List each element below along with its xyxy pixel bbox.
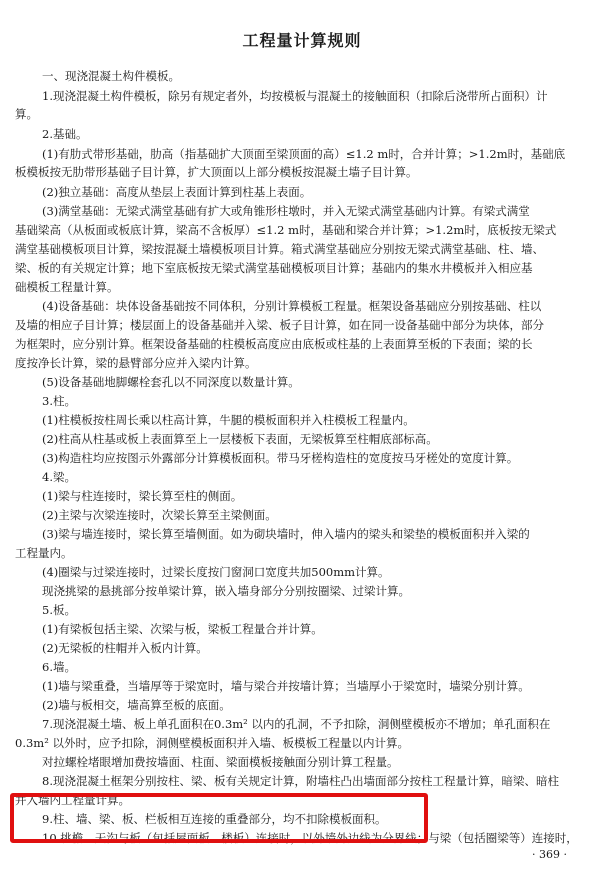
text-line: (1)有肋式带形基础，肋高（指基础扩大顶面至梁顶面的高）≤1.2 m时，合并计算；>1.2m时，基础底 [42, 147, 566, 161]
text-line: 4.梁。 [42, 470, 76, 484]
text-line: (2)无梁板的柱帽并入板内计算。 [42, 641, 208, 655]
text-line: (1)柱模板按柱周长乘以柱高计算，牛腿的模板面积并入柱模板工程量内。 [42, 413, 415, 427]
text-line: 3.柱。 [42, 394, 76, 408]
text-line: 梁、板的有关规定计算；地下室底板按无梁式满堂基础模板项目计算；基础内的集水井模板并入相应基 [15, 261, 533, 275]
text-line: (4)圈梁与过梁连接时，过梁长度按门窗洞口宽度共加500mm计算。 [42, 565, 390, 579]
text-line: 8.现浇混凝土框架分别按柱、梁、板有关规定计算，附墙柱凸出墙面部分按柱工程量计算，暗梁、暗柱 [42, 774, 559, 788]
text-line: (1)墙与梁重叠，当墙厚等于梁宽时，墙与梁合并按墙计算；当墙厚小于梁宽时，墙梁分别计算。 [42, 679, 530, 693]
text-line: 7.现浇混凝土墙、板上单孔面积在0.3m² 以内的孔洞，不予扣除，洞侧壁模板亦不增加；单孔面积在 [42, 717, 551, 731]
text-line: (3)构造柱均应按图示外露部分计算模板面积。带马牙槎构造柱的宽度按马牙槎处的宽度计算。 [42, 451, 519, 465]
text-line: 9.柱、墙、梁、板、栏板相互连接的重叠部分，均不扣除模板面积。 [42, 812, 387, 826]
page-number: · 369 · [532, 848, 567, 861]
text-line: (3)满堂基础：无梁式满堂基础有扩大或角锥形柱墩时，并入无梁式满堂基础内计算。有梁式满堂 [42, 204, 530, 218]
text-line: 算。 [15, 107, 38, 121]
text-line: (2)独立基础：高度从垫层上表面计算到柱基上表面。 [42, 185, 312, 199]
text-line: 板模板按无肋带形基础子目计算，扩大顶面以上部分模板按混凝土墙子目计算。 [15, 165, 418, 179]
text-line: 现浇挑梁的悬挑部分按单梁计算，嵌入墙身部分分别按圈梁、过梁计算。 [42, 584, 410, 598]
text-line: 对拉螺栓堵眼增加费按墙面、柱面、梁面模板接触面分别计算工程量。 [42, 755, 399, 769]
text-line: 础模板工程量计算。 [15, 280, 119, 294]
text-line: (2)主梁与次梁连接时，次梁长算至主梁侧面。 [42, 508, 277, 522]
text-line: 满堂基础模板项目计算，梁按混凝土墙模板项目计算。箱式满堂基础应分别按无梁式满堂基础、柱、墙、 [15, 242, 544, 256]
text-line: 2.基础。 [42, 127, 88, 141]
text-line: 并入墙内工程量计算。 [15, 793, 130, 807]
text-line: 度按净长计算，梁的悬臂部分应并入梁内计算。 [15, 356, 257, 370]
text-line: 为框架时，应分别计算。框架设备基础的柱模板高度应由底板或柱基的上表面算至板的下表面；梁的长 [15, 337, 533, 351]
text-line: (4)设备基础：块体设备基础按不同体积，分别计算模板工程量。框架设备基础应分别按基础、柱以 [42, 299, 542, 313]
text-line: 5.板。 [42, 603, 76, 617]
text-line: 0.3m² 以外时，应予扣除，洞侧壁模板面积并入墙、板模板工程量以内计算。 [15, 736, 409, 750]
text-line: 基础梁高（从板面或板底计算，梁高不含板厚）≤1.2 m时，基础和梁合并计算；>1.2m时，底板按无梁式 [15, 223, 557, 237]
text-line: 10.挑檐、天沟与板（包括屋面板、楼板）连接时，以外墙外边线为分界线；与梁（包括圈梁等）连接时， [42, 831, 578, 845]
text-line: (5)设备基础地脚螺栓套孔以不同深度以数量计算。 [42, 375, 300, 389]
text-line: (1)有梁板包括主梁、次梁与板，梁板工程量合并计算。 [42, 622, 323, 636]
highlight-box [10, 793, 428, 843]
page-title: 工程量计算规则 [242, 31, 362, 50]
text-line: 一、现浇混凝土构件模板。 [42, 69, 180, 83]
text-line: (1)梁与柱连接时，梁长算至柱的侧面。 [42, 489, 243, 503]
text-line: 及墙的相应子目计算；楼层面上的设备基础并入梁、板子目计算，如在同一设备基础中部分为块体，部分 [15, 318, 544, 332]
text-line: 工程量内。 [15, 546, 73, 560]
text-line: (3)梁与墙连接时，梁长算至墙侧面。如为砌块墙时，伸入墙内的梁头和梁垫的模板面积并入梁的 [42, 527, 530, 541]
text-line: (2)墙与板相交，墙高算至板的底面。 [42, 698, 231, 712]
text-line: (2)柱高从柱基或板上表面算至上一层楼板下表面，无梁板算至柱帽底部标高。 [42, 432, 438, 446]
text-line: 1.现浇混凝土构件模板，除另有规定者外，均按模板与混凝土的接触面积（扣除后浇带所占面积）计 [42, 89, 548, 103]
text-line: 6.墙。 [42, 660, 76, 674]
